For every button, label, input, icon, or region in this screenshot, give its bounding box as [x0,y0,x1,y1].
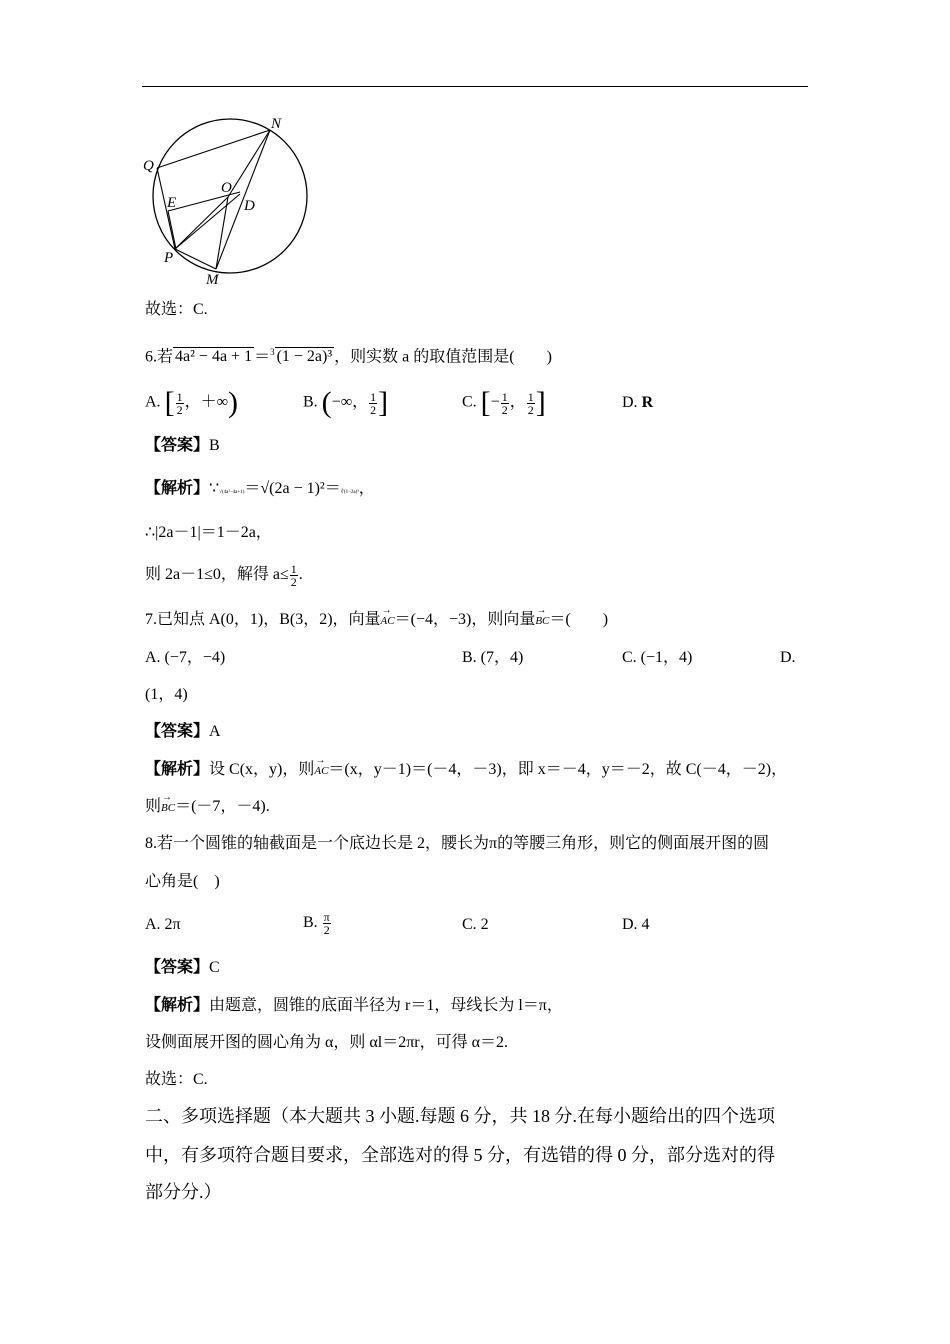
q7-option-d-value: (1，4) [145,686,188,703]
q7-answer: 【答案】A [145,723,221,740]
label-O: O [221,180,232,196]
q6-answer: 【答案】B [145,437,220,454]
label-M: M [206,272,219,288]
header-rule [142,86,808,87]
q6-analysis-1: 【解析】∵√(4a²−4a+1)＝√(2a − 1)²＝∛(1−2a)³， [145,480,375,497]
q6-analysis-3: 则 2a－1≤0，解得 a≤ $\frac{1}{2}$ . [145,562,303,589]
q6-option-d: D. R [622,394,654,411]
q8-stem-1: 8.若一个圆锥的轴截面是一个底边长是 2，腰长为π的等腰三角形，则它的侧面展开图的圆 [145,835,770,852]
q7-stem: 7.已知点 A(0，1)，B(3，2)，向量→ AC＝(−4，−3)，则向量→ BC＝( ) [145,610,608,631]
q7-option-d-label: D. [780,649,796,666]
q8-option-c: C. 2 [462,916,489,933]
q6-stem: 6.若 4a² − 4a + 1 ＝$^3$ (1 − 2a)³ ，则实数 a 的取值范围是( ) [145,347,552,366]
q8-analysis-1: 【解析】由题意，圆锥的底面半径为 r＝1，母线长为 l＝π， [145,997,563,1014]
q8-analysis-2: 设侧面展开图的圆心角为 α，则 αl＝2πr，可得 α＝2. [145,1034,509,1051]
q5-conclusion: 故选：C. [145,301,208,318]
label-E: E [167,195,177,211]
section2-line-1: 二、多项选择题（本大题共 3 小题.每题 6 分，共 18 分.在每小题给出的四个选项 [145,1106,775,1126]
q7-option-b: B. (7，4) [462,649,524,666]
q8-stem-2: 心角是( ) [145,873,220,890]
q6-option-b: B. (−∞， $\frac{1}{2}$ ] [303,386,389,419]
q8-conclusion: 故选：C. [145,1071,208,1088]
q8-option-d: D. 4 [622,916,650,933]
q6-option-c: C. [− $\frac{1}{2}$ ， $\frac{1}{2}$ ] [462,386,546,419]
q7-analysis-1: 【解析】设 C(x，y)，则→ AC＝(x，y－1)＝(－4，－3)，即 x＝－4，y＝－2，故 C(－4，－2)， [145,760,787,781]
q7-analysis-2: 则→ BC＝(－7，－4). [145,797,270,818]
q7-option-c: C. (−1，4) [622,649,693,666]
circle-figure [140,112,315,292]
label-P: P [164,250,174,266]
q6-radical-lhs: 4a² − 4a + 1 [175,348,253,366]
section2-line-3: 部分分.） [145,1182,222,1202]
q6-option-a: A. [ $\frac{1}{2}$ ，＋∞) [145,386,238,419]
q7-option-a: A. (−7，−4) [145,649,226,666]
label-Q: Q [143,158,154,174]
q8-option-a: A. 2π [145,916,181,933]
q6-analysis-2: ∴|2a－1|＝1－2a， [145,524,272,541]
label-N: N [271,116,282,132]
q8-answer: 【答案】C [145,959,220,976]
q6-radical-rhs: (1 − 2a)³ [276,348,333,366]
label-D: D [244,198,255,214]
section2-line-2: 中，有多项符合题目要求，全部选对的得 5 分，有选错的得 0 分，部分选对的得 [145,1145,775,1165]
q8-option-b: B. $\frac{\pi}{2}$ [303,910,330,937]
